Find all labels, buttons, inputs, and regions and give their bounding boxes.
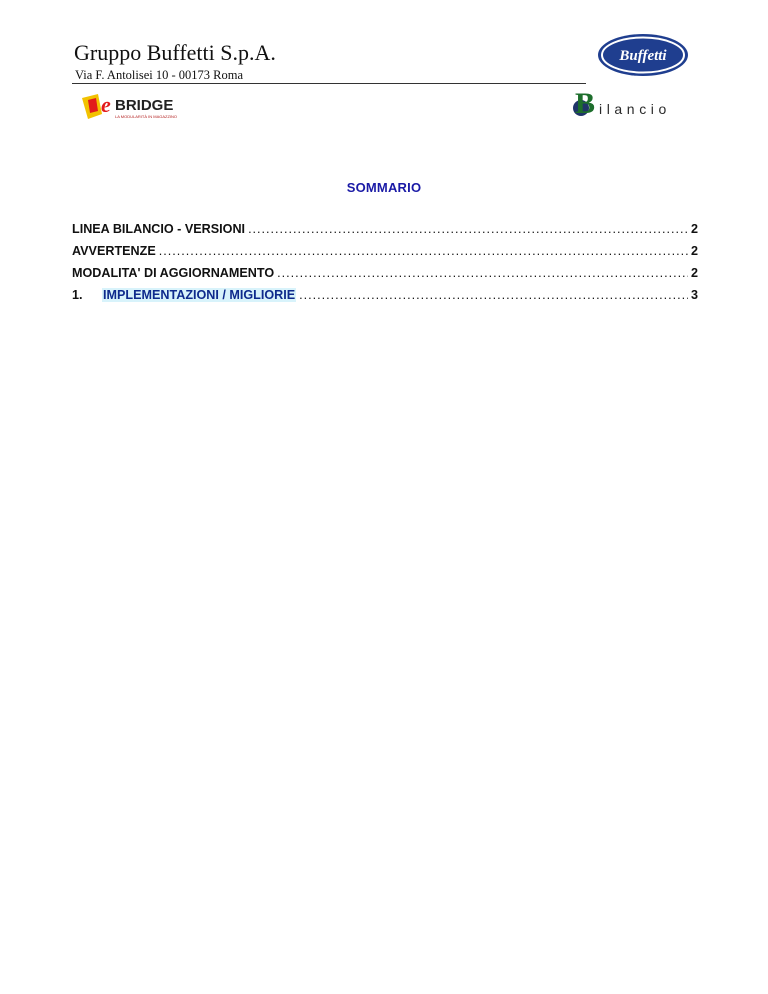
toc-page-number: 2 [690,244,698,258]
svg-text:e: e [101,92,111,117]
toc-entry-label: AVVERTENZE [72,244,156,258]
toc-page-number: 2 [690,266,698,280]
toc-leader-dots [159,244,688,258]
toc-entry-number: 1. [72,288,83,302]
ebridge-logo [80,92,204,122]
toc-entry-label: MODALITA' DI AGGIORNAMENTO [72,266,275,280]
toc-leader-dots [299,288,688,302]
svg-text:BRIDGE: BRIDGE [115,97,174,114]
toc-entry-label: LINEA BILANCIO - VERSIONI [72,222,246,236]
svg-text:B: B [575,87,596,119]
toc-entry-label: IMPLEMENTAZIONI / MIGLIORIE [103,288,296,302]
buffetti-logo [597,33,689,77]
toc-leader-dots [277,266,688,280]
table-of-contents [72,222,698,310]
toc-entry-modalita[interactable] [72,266,698,288]
svg-text:LA MODULARITÀ IN MAGAZZINO: LA MODULARITÀ IN MAGAZZINO [115,114,178,119]
toc-page-number: 2 [690,222,698,236]
toc-entry-implementazioni[interactable] [72,288,698,310]
toc-title: SOMMARIO [346,180,422,195]
company-address: Via F. Antolisei 10 - 00173 Roma [75,68,244,82]
toc-leader-dots [248,222,688,236]
toc-entry-avvertenze[interactable] [72,244,698,266]
svg-text:Buffetti: Buffetti [619,48,667,64]
toc-page-number: 3 [690,288,698,302]
company-name: Gruppo Buffetti S.p.A. [74,40,276,65]
toc-entry-linea-bilancio[interactable] [72,222,698,244]
header-rule [72,83,586,84]
svg-text:ilancio: ilancio [599,101,671,117]
bilancio-logo [571,87,693,119]
